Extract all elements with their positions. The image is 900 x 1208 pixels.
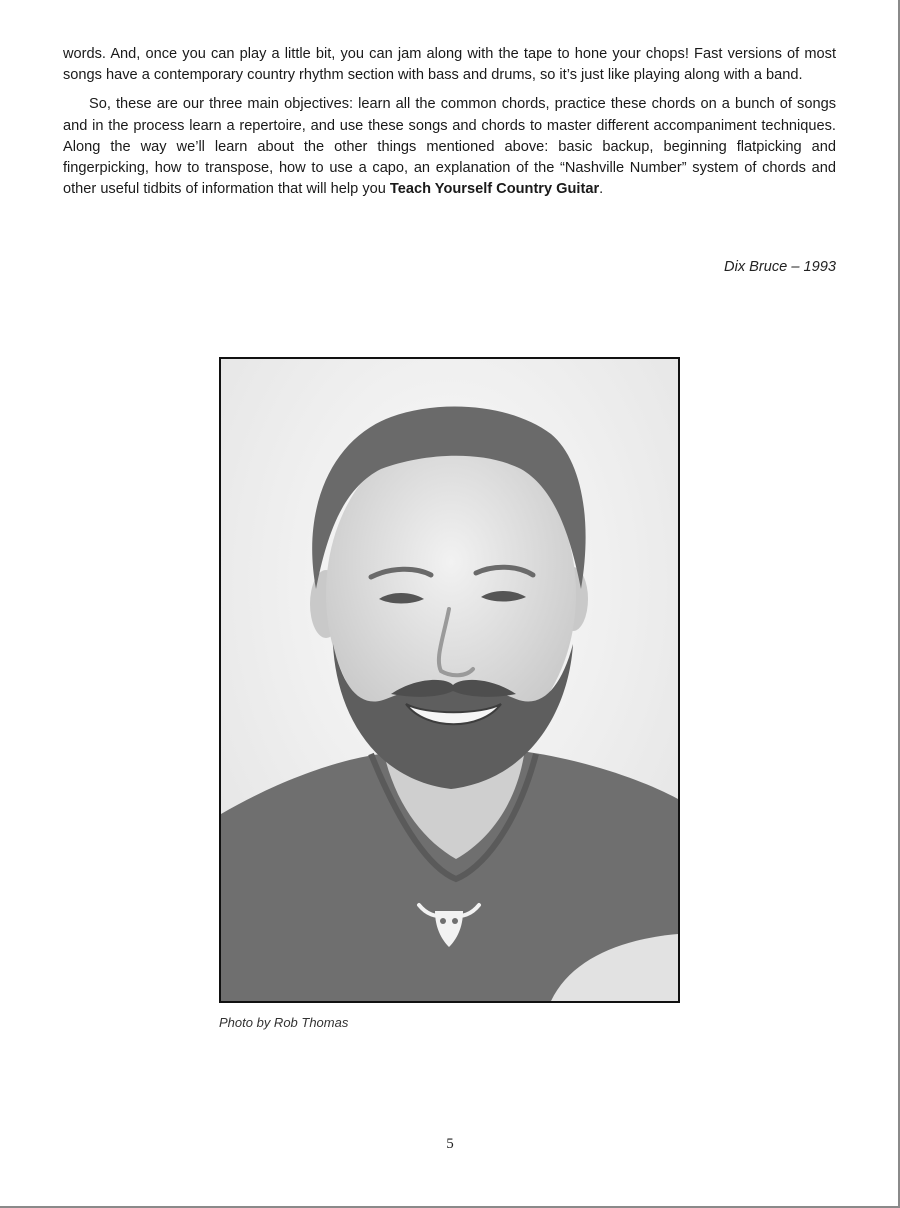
photo-caption: Photo by Rob Thomas (219, 1015, 349, 1030)
portrait-illustration (221, 359, 678, 1001)
page-number: 5 (446, 1136, 454, 1152)
paragraph-2-text: So, these are our three main objectives: learn all the common chords, practice these chords on a bunch of songs and in the process learn a repertoire, and use these songs and chords to master different accompaniment techniques. Along the way we’ll learn about the other things mentioned above: basic backup, beginning flatpicking and fingerpicking, how to transpose, how to use a capo, an explanation of the “Nashville Number” system of chords and other useful tidbits of information that will help you (63, 96, 836, 198)
paragraph-2 (63, 94, 836, 200)
book-title-bold: Teach Yourself Country Guitar (389, 181, 600, 198)
author-photo (219, 357, 680, 1003)
paragraph-2-end: . (599, 181, 604, 198)
author-signature: Dix Bruce – 1993 (724, 259, 836, 275)
paragraph-1: words. And, once you can play a little bit, you can jam along with the tape to hone your chops! Fast versions of most songs have a contemporary country rhythm section with bass and drums, so it’s just like playing along with a band. (63, 46, 836, 84)
body-text (63, 44, 836, 200)
